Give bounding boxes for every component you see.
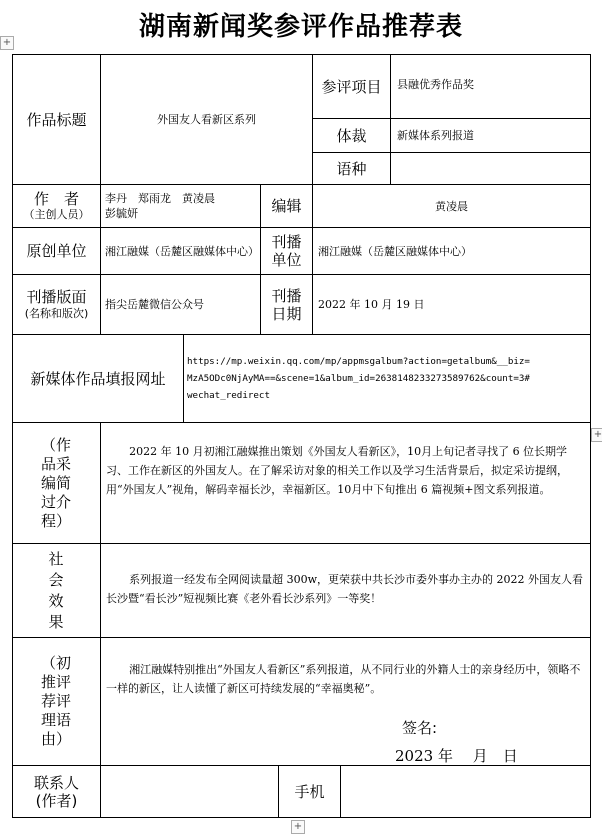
entry-item-label: 参评项目 [321, 77, 382, 96]
table-move-handle-icon[interactable]: + [0, 36, 14, 50]
effect-label [20, 544, 92, 637]
publish-layout-label-sub: (名称和版次) [24, 306, 89, 320]
review-label [20, 638, 92, 765]
editor-label: 编辑 [271, 197, 302, 215]
entry-item-value[interactable]: 县融优秀作品奖 [397, 78, 474, 91]
genre-label: 体裁 [336, 126, 367, 145]
original-unit-label: 原创单位 [26, 242, 87, 260]
add-column-icon[interactable]: + [291, 820, 305, 834]
publish-unit-label-line2: 单位 [271, 251, 302, 269]
process-label [20, 423, 92, 543]
work-title-value[interactable]: 外国友人看新区系列 [157, 113, 256, 126]
contact-value[interactable] [101, 766, 278, 817]
publish-date-value[interactable]: 2022 年 10 月 19 日 [318, 298, 425, 311]
url-label: 新媒体作品填报网址 [30, 369, 166, 388]
add-row-icon[interactable]: + [591, 428, 602, 442]
contact-label-line2: (作者) [35, 791, 78, 810]
language-label: 语种 [336, 159, 367, 178]
publish-date-label [261, 275, 312, 334]
publish-layout-label-main: 刊播版面 [26, 287, 87, 306]
editor-value[interactable]: 黄凌晨 [435, 199, 468, 213]
author-value-line2: 彭毓妍 [105, 207, 138, 220]
publish-unit-value[interactable]: 湘江融媒（岳麓区融媒体中心） [318, 244, 472, 258]
work-title-label: 作品标题 [26, 110, 87, 129]
url-line1: https://mp.weixin.qq.com/mp/appmsgalbum?action=getalbum&__biz= [187, 356, 530, 367]
review-date: 2023 年 月 日 [395, 747, 518, 765]
contact-label-line1: 联系人 [33, 773, 79, 792]
phone-label: 手机 [294, 782, 325, 801]
author-label [13, 185, 100, 227]
url-line3: wechat_redirect [187, 390, 270, 401]
signature-label: 签名: [402, 719, 438, 737]
page-title: 湖南新闻奖参评作品推荐表 [138, 12, 463, 42]
contact-label [13, 766, 100, 817]
author-label-sub: （主创人员） [23, 208, 90, 221]
review-label-text: （初推评荐评理语由） [40, 654, 71, 748]
publish-layout-value[interactable]: 指尖岳麓微信公众号 [105, 298, 204, 311]
publish-date-label-line2: 日期 [271, 304, 302, 323]
effect-label-text: 社会效果 [48, 549, 64, 631]
original-unit-value[interactable]: 湘江融媒（岳麓区融媒体中心） [105, 244, 259, 258]
phone-value[interactable] [341, 766, 590, 817]
author-label-main: 作 者 [33, 190, 79, 208]
author-value-line1: 李丹 郑雨龙 黄凌晨 [105, 192, 215, 205]
url-line2: MzA5ODc0NjAyMA==&scene=1&album_id=2638148233273589762&count=3# [187, 373, 530, 384]
process-label-text: （作品采编简过介程） [40, 435, 71, 530]
language-value[interactable] [397, 153, 587, 184]
effect-text[interactable]: 系列报道一经发布全网阅读量超 300w，更荣获中共长沙市委外事办主办的 2022 外国友人看长沙暨“看长沙”短视频比赛《老外看长沙系列》一等奖！ [106, 573, 583, 605]
genre-value[interactable]: 新媒体系列报道 [397, 129, 474, 142]
author-value[interactable] [105, 185, 260, 227]
publish-date-label-line1: 刊播 [271, 286, 302, 305]
review-text[interactable]: 湘江融媒特别推出“外国友人看新区”系列报道，从不同行业的外籍人士的亲身经历中，领略不一样的新区，让人读懂了新区可持续发展的“幸福奥秘”。 [106, 663, 581, 695]
publish-layout-label [13, 275, 100, 334]
process-text[interactable]: 2022 年 10 月初湘江融媒推出策划《外国友人看新区》，10月上旬记者寻找了 6 位长期学习、工作在新区的外国友人。在了解采访对象的相关工作以及学习生活背景后，拟定采访提纲，用“外国友人”视角，解码幸福长沙，幸福新区。10月中下旬推出 6 篇视频+图文系列报道。 [106, 445, 568, 496]
publish-unit-label [261, 228, 312, 274]
url-value[interactable] [187, 335, 589, 422]
publish-unit-label-line1: 刊播 [271, 233, 302, 251]
